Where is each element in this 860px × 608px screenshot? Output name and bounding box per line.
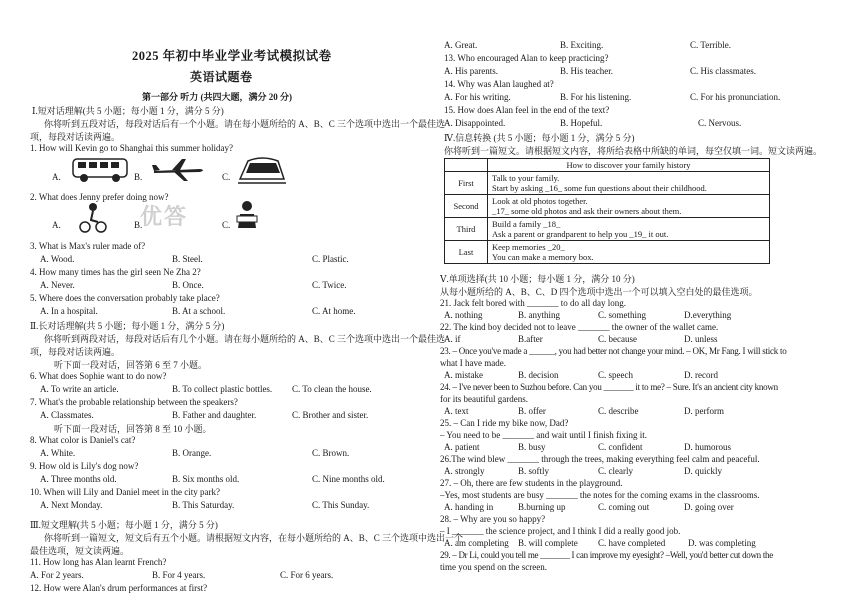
sec2-desc-line1: 你将听到两段对话，每段对话后有几个小题。请在每小题所给的 A、B、C 三个选项中选出一个最佳选 <box>44 334 446 344</box>
question-10: 10. When will Lily and Daniel meet in the city park? <box>30 487 221 497</box>
table-title: How to discover your family history <box>488 159 770 172</box>
sec2-heading: Ⅱ.长对话理解(共 5 小题；每小题 1 分，满分 5 分) <box>30 321 225 331</box>
question-23: 23. – Once you've made a ______, you had better not change your mind. – OK, Mr Fang. I will stick to <box>440 346 787 356</box>
sec3-heading: Ⅲ.短文理解(共 5 小题；每小题 1 分，满分 5 分) <box>30 520 218 530</box>
question-28: 28. – Why are you so happy? <box>440 514 546 524</box>
question-25: 25. – Can I ride my bike now, Dad? <box>440 418 569 428</box>
sec4-heading: Ⅳ.信息转换 (共 5 小题；每小题 1 分，满分 5 分) <box>444 133 635 143</box>
table-row: First Talk to your family. Start by asking _16_ some fun questions about their childhood. <box>445 172 770 195</box>
table-title-row <box>445 159 770 172</box>
exam-title: 2025 年初中毕业学业考试模拟试卷 <box>132 49 332 63</box>
train-icon <box>236 153 288 187</box>
sec2-desc-line2: 项，每段对话读两遍。 <box>30 347 121 357</box>
question-26: 26.The wind blew _______ through the trees, making everything feel calm and peaceful. <box>440 454 760 464</box>
question-9: 9. How old is Lily's dog now? <box>30 461 139 471</box>
question-7: 7. What's the probable relationship between the speakers? <box>30 397 238 407</box>
question-11: 11. How long has Alan learnt French? <box>30 557 167 567</box>
question-4: 4. How many times has the girl seen Ne Zha 2? <box>30 267 201 277</box>
question-6: 6. What does Sophie want to do now? <box>30 371 167 381</box>
bus-icon <box>70 155 130 185</box>
question-29: 29. – Dr Li, could you tell me _______ I can improve my eyesight? –Well, you'd better cut down the <box>440 550 773 560</box>
row-key: Second <box>445 195 488 218</box>
question-13: 13. Who encouraged Alan to keep practicing? <box>444 53 609 63</box>
row-key: Third <box>445 218 488 241</box>
table-row: Second Look at old photos together. _17_ some old photos and ask their owners about them. <box>445 195 770 218</box>
table-row: Third Build a family _18_ Ask a parent or grandparent to help you _19_ it out. <box>445 218 770 241</box>
question-14: 14. Why was Alan laughed at? <box>444 79 554 89</box>
cycling-icon <box>78 202 108 234</box>
sec1-desc-line1: 你将听到五段对话，每段对话后有一个小题。请在每小题所给的 A、B、C 三个选项中选出一个最佳选 <box>44 119 446 129</box>
question-27-cont: –Yes, most students are busy _______ the notes for the coming exams in the classrooms. <box>440 490 760 500</box>
question-24: 24. – I've never been to Suzhou before. Can you _______ it to me? – Sure. It's an ancient city known <box>440 382 778 392</box>
question-27: 27. – Oh, there are few students in the playground. <box>440 478 623 488</box>
question-22: 22. The kind boy decided not to leave _______ the owner of the wallet came. <box>440 322 719 332</box>
question-28-cont: – I _______ the science project, and I think I did a really good job. <box>440 526 681 536</box>
sec3-desc-line1: 你将听到一篇短文，短文后有五个小题。请根据短文内容，在每小题所给的 A、B、C 三个选项中选出一个 <box>44 533 464 543</box>
sec4-desc: 你将听到一篇短文。请根据短文内容，将所给表格中所缺的单词，每空仅填一词。短文读两遍。 <box>444 146 823 156</box>
question-24-cont: for its beautiful gardens. <box>440 394 528 404</box>
row-key: First <box>445 172 488 195</box>
exam-subtitle: 英语试题卷 <box>190 70 253 84</box>
row-key: Last <box>445 241 488 264</box>
question-12: 12. How were Alan's drum performances at first? <box>30 583 208 593</box>
question-5: 5. Where does the conversation probably take place? <box>30 293 220 303</box>
table-row: Last Keep memories _20_ You can make a memory box. <box>445 241 770 264</box>
sec2-note2: 听下面一段对话，回答第 8 至 10 小题。 <box>54 424 212 434</box>
question-21: 21. Jack felt bored with _______ to do all day long. <box>440 298 626 308</box>
question-23-cont: what I have made. <box>440 358 506 368</box>
family-history-table <box>444 158 770 264</box>
question-25-cont: – You need to be _______ and wait until I finish fixing it. <box>440 430 647 440</box>
airplane-icon <box>150 157 208 183</box>
watermark-logo: 优答 <box>140 205 189 230</box>
sec2-note1: 听下面一段对话，回答第 6 至 7 小题。 <box>54 360 208 370</box>
sec1-heading: Ⅰ.短对话理解(共 5 小题；每小题 1 分，满分 5 分) <box>32 106 224 116</box>
sec5-desc: 从每小题所给的 A、B、C、D 四个选项中选出一个可以填入空白处的最佳选项。 <box>440 287 758 297</box>
question-3: 3. What is Max's ruler made of? <box>30 241 146 251</box>
question-2: 2. What does Jenny prefer doing now? <box>30 192 169 202</box>
question-8: 8. What color is Daniel's cat? <box>30 435 136 445</box>
question-1: 1. How will Kevin go to Shanghai this summer holiday? <box>30 143 233 153</box>
part-heading: 第一部分 听力 (共四大题，满分 20 分) <box>142 92 292 102</box>
sec3-desc-line2: 最佳选项，短文读两遍。 <box>30 546 130 556</box>
question-15: 15. How does Alan feel in the end of the text? <box>444 105 610 115</box>
sec5-heading: Ⅴ.单项选择(共 10 小题；每小题 1 分，满分 10 分) <box>440 274 635 284</box>
reading-person-icon <box>234 200 260 234</box>
sec1-desc-line2: 项，每段对话读两遍。 <box>30 132 121 142</box>
question-29-cont: time you spend on the screen. <box>440 562 547 572</box>
